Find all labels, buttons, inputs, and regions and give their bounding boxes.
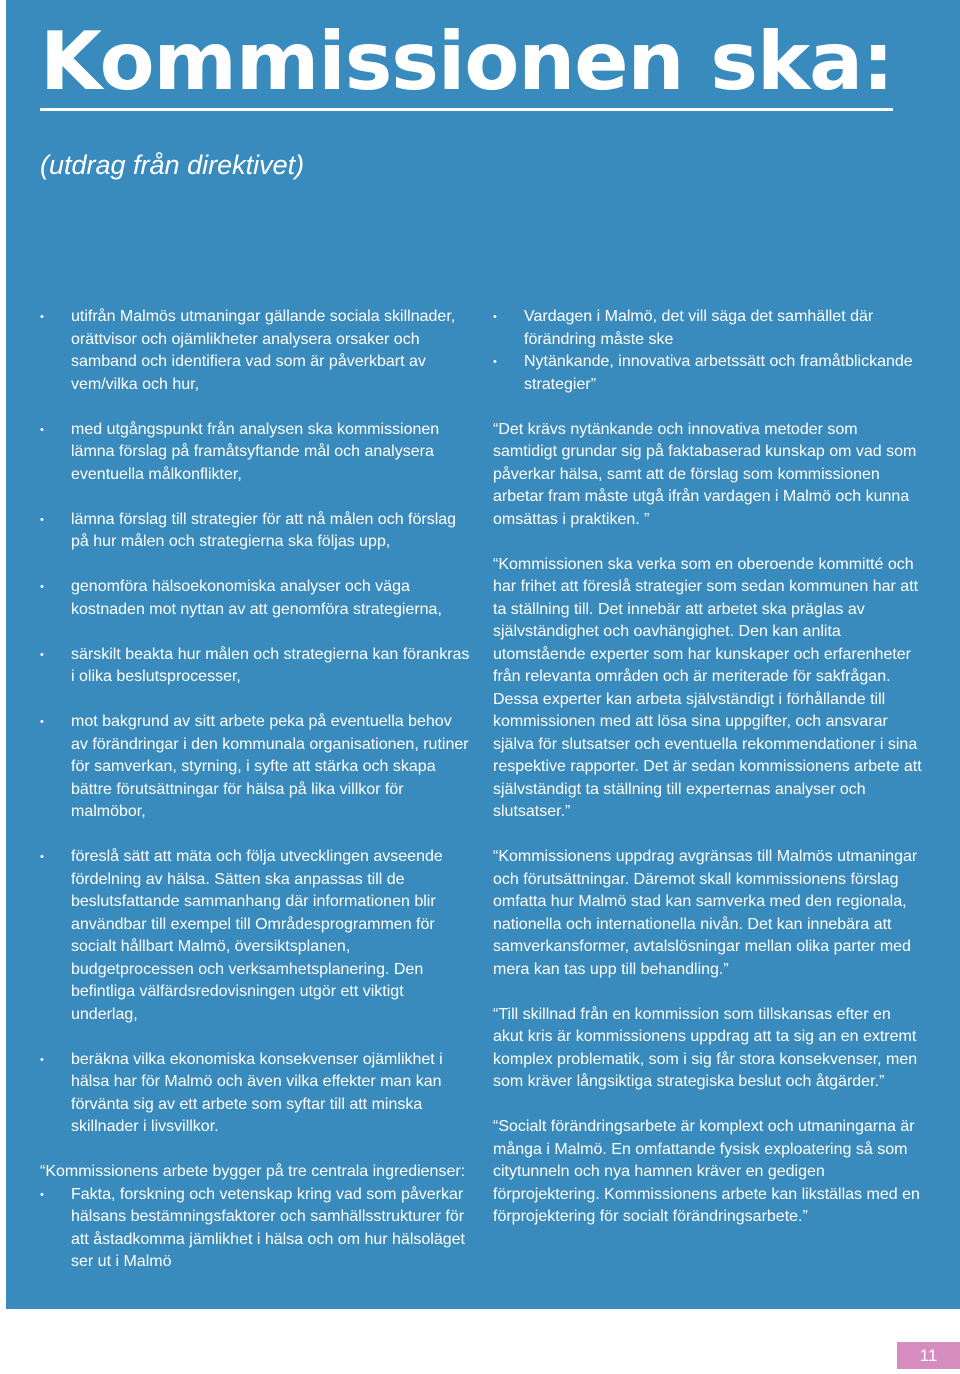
list-item: • genomföra hälsoekonomiska analyser och väga kostnaden mot nyttan av att genomföra strategierna, [40,576,470,621]
quote-paragraph: “Till skillnad från en kommission som tillskansas efter en akut kris är kommissionens uppdrag att ta sig an en extremt komplex problematik, som i sig får stora konsekvenser, men som kräver långsiktiga strategiska beslut och åtgärder.” [493,1005,918,1090]
list-item: • lämna förslag till strategier för att nå målen och förslag på hur målen och strategierna ska följas upp, [40,509,470,554]
list-item: • särskilt beakta hur målen och strategierna kan förankras i olika beslutsprocesser, [40,644,470,689]
quote-intro: “Kommissionens arbete bygger på tre centrala ingredienser: [40,1163,466,1180]
ingredients-list [40,1184,470,1274]
page-number-badge: 11 [897,1342,960,1369]
list-item: • Vardagen i Malmö, det vill säga det samhället där förändring måste ske [493,306,923,351]
ingredients-list-continued [493,306,923,396]
list-item: • mot bakgrund av sitt arbete peka på eventuella behov av förändringar i den kommunala organisationen, rutiner för samverkan, styrning, i syfte att stärka och skapa bättre förutsättningar för hälsa på lika villkor för malmöbor, [40,711,470,824]
quote-paragraph: “Socialt förändringsarbete är komplext och utmaningarna är många i Malmö. En omfattande fysisk exploatering så som citytunneln och nya hamnen kräver en gedigen förprojektering. Kommissionens arbete kan likställas med en förprojektering för socialt förändringsarbete.” [493,1118,920,1225]
page-subtitle: (utdrag från direktivet) [40,150,305,180]
list-item: • utifrån Malmös utmaningar gällande sociala skillnader, orättvisor och ojämlikheter analysera orsaker och samband och identifiera vad som är påverkbart av vem/vilka och hur, [40,306,470,396]
list-item: • beräkna vilka ekonomiska konsekvenser ojämlikhet i hälsa har för Malmö och även vilka effekter man kan förvänta sig av ett arbete som syftar till att minska skillnader i livsvillkor. [40,1049,470,1139]
list-item: • med utgångspunkt från analysen ska kommissionen lämna förslag på framåtsyftande mål och analysera eventuella målkonflikter, [40,419,470,487]
page-title: Kommissionen ska: [40,22,893,111]
list-item: • Fakta, forskning och vetenskap kring vad som påverkar hälsans bestämningsfaktorer och samhällsstrukturer för att åstadkomma jämlikhet i hälsa och om hur hälsoläget ser ut i Malmö [40,1184,470,1274]
quote-paragraph: “Kommissionens uppdrag avgränsas till Malmös utmaningar och förutsättningar. Däremot skall kommissionens förslag omfatta hur Malmö stad kan samverka med den regionala, nationella och internationella nivån. Det kan innebära att samverkansformer, avtalslösningar mellan olika parter med mera kan tas upp till behandling.” [493,848,918,978]
quote-paragraph: “Kommissionen ska verka som en oberoende kommitté och har frihet att föreslå strategier som sedan kommunen har att ta ställning till. Det innebär att arbetet ska präglas av självständighet och oavhängighet. Den kan anlita utomstående experter som har kunskaper och erfarenheter från relevanta områden och är meriterade för sakfrågan. Dessa experter kan arbeta självständigt i förhållande till kommissionen med att lösa sina uppgifter, och ansvarar själva för slutsatser och eventuella rekommendationer i sina respektive rapporter. Det är sedan kommissionens arbete att självständigt ta ställning till experternas analyser och slutsatser.” [493,555,922,820]
right-column [493,306,923,1229]
list-item: • föreslå sätt att mäta och följa utvecklingen avseende fördelning av hälsa. Sätten ska anpassas till de beslutsfattande sammanhang där informationen blir användbar till exempel till Områdesprogrammen för socialt hållbart Malmö, översiktsplanen, budgetprocessen och verksamhetsplanering. Den befintliga välfärdsredovisningen utgör ett viktigt underlag, [40,846,470,1026]
left-column [40,306,470,1274]
blue-panel [6,0,960,1309]
list-item: • Nytänkande, innovativa arbetssätt och framåtblickande strategier” [493,351,923,396]
task-list [40,306,470,1139]
quote-paragraph: “Det krävs nytänkande och innovativa metoder som samtidigt grundar sig på faktabaserad kunskap om vad som påverkar hälsa, samt att de förslag som kommissionen arbetar fram måste utgå ifrån vardagen i Malmö och kunna omsättas i praktiken. ” [493,420,917,528]
